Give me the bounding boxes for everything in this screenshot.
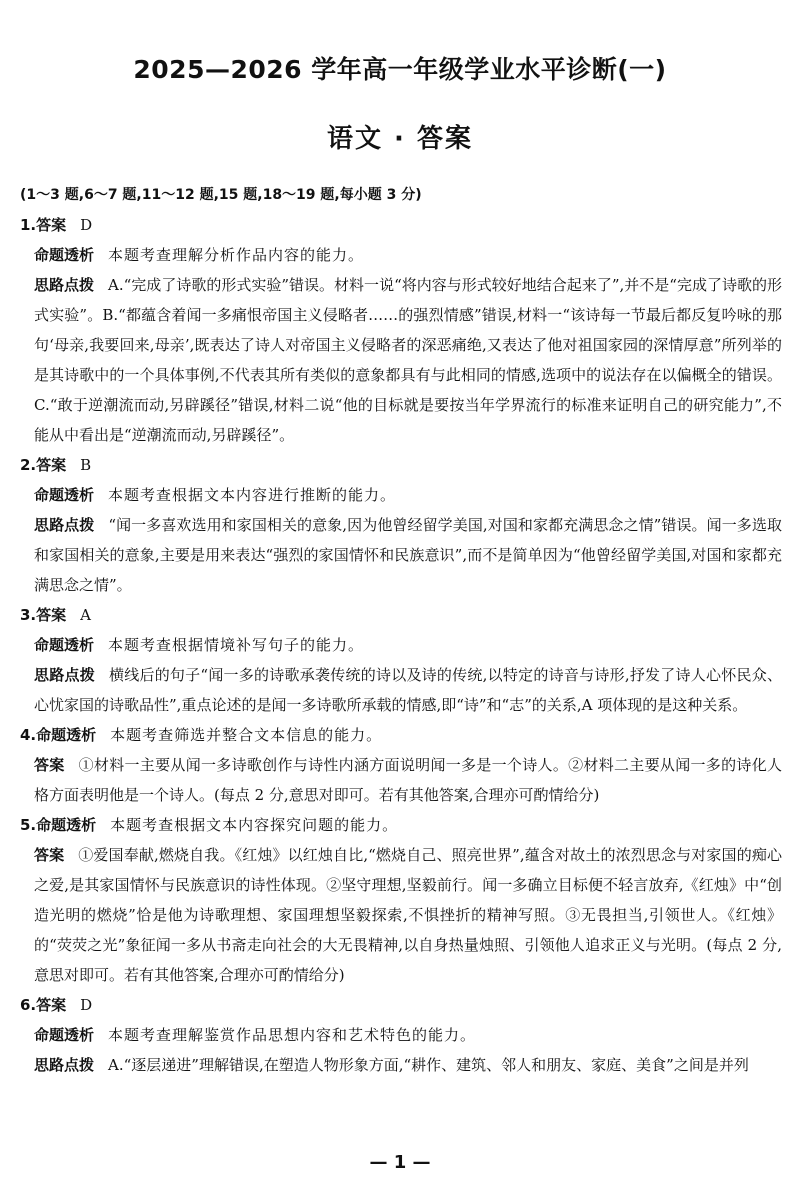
analysis-text: 本题考查根据情境补写句子的能力。 [108, 636, 365, 654]
analysis-text: 本题考查根据文本内容探究问题的能力。 [110, 816, 399, 834]
question-6 [20, 990, 782, 1080]
hint-text: “闻一多喜欢选用和家国相关的意象,因为他曾经留学美国,对国和家都充满思念之情”错误。闻一多选取和家国相关的意象,主要是用来表达“强烈的家国情怀和民族意识”,而不是简单因为“他曾经留学美国,对国和家都充满思念之情”。 [34, 516, 782, 594]
answer-line [20, 450, 782, 480]
hint-text: A.“逐层递进”理解错误,在塑造人物形象方面,“耕作、建筑、邻人和朋友、家庭、美食”之间是并列 [108, 1056, 749, 1074]
answer-value: D [80, 216, 93, 234]
answer-text: ①材料一主要从闻一多诗歌创作与诗性内涵方面说明闻一多是一个诗人。②材料二主要从闻一多的诗化人格方面表明他是一个诗人。(每点 2 分,意思对即可。若有其他答案,合理亦可酌情给分) [34, 756, 782, 804]
analysis-text: 本题考查根据文本内容进行推断的能力。 [108, 486, 397, 504]
answer-line [20, 600, 782, 630]
question-2 [20, 450, 782, 600]
answer-label: 答案 [36, 606, 67, 624]
hint-paragraph [20, 660, 782, 720]
answer-text: ①爱国奉献,燃烧自我。《红烛》以红烛自比,“燃烧自己、照亮世界”,蕴含对故土的浓烈思念与对家国的痴心之爱,是其家国情怀与民族意识的诗性体现。②坚守理想,坚毅前行。闻一多确立目标便不轻言放弃,《红烛》中“创造光明的燃烧”恰是他为诗歌理想、家国理想坚毅探索,不惧挫折的精神写照。③无畏担当,引领世人。《红烛》的“荧荧之光”象征闻一多从书斋走向社会的大无畏精神,以自身热量烛照、引领他人追求正义与光明。(每点 2 分,意思对即可。若有其他答案,合理亦可酌情给分) [34, 846, 782, 984]
analysis-label: 命题透析 [34, 1026, 95, 1044]
question-number: 4. [20, 726, 37, 744]
analysis-line [20, 630, 782, 660]
analysis-line [20, 240, 782, 270]
analysis-label: 命题透析 [36, 816, 97, 834]
question-5 [20, 810, 782, 990]
question-3 [20, 600, 782, 720]
answer-label: 答案 [34, 756, 65, 774]
analysis-text: 本题考查筛选并整合文本信息的能力。 [110, 726, 383, 744]
hint-paragraph [20, 270, 782, 450]
analysis-label: 命题透析 [36, 726, 97, 744]
question-4 [20, 720, 782, 810]
answer-label: 答案 [36, 456, 67, 474]
hint-label: 思路点拨 [34, 1056, 95, 1074]
analysis-line [20, 1020, 782, 1050]
hint-paragraph [20, 1050, 782, 1080]
analysis-label: 命题透析 [34, 486, 95, 504]
answer-paragraph [20, 840, 782, 990]
hint-text: A.“完成了诗歌的形式实验”错误。材料一说“将内容与形式较好地结合起来了”,并不是“完成了诗歌的形式实验”。B.“都蕴含着闻一多痛恨帝国主义侵略者……的强烈情感”错误,材料一“该诗每一节最后都反复吟咏的那句‘母亲,我要回来,母亲’,既表达了诗人对帝国主义侵略者的深恶痛绝,又表达了他对祖国家园的深情厚意”所列举的是其诗歌中的一个具体事例,不代表其所有类似的意象都具有与此相同的情感,选项中的说法存在以偏概全的错误。C.“敢于逆潮流而动,另辟蹊径”错误,材料二说“他的目标就是要按当年学界流行的标准来证明自己的研究能力”,不能从中看出是“逆潮流而动,另辟蹊径”。 [34, 276, 782, 444]
hint-label: 思路点拨 [34, 666, 95, 684]
analysis-line [20, 480, 782, 510]
question-number: 6. [20, 996, 37, 1014]
answer-line [20, 210, 782, 240]
question-number: 5. [20, 816, 37, 834]
analysis-line [20, 720, 782, 750]
answer-paragraph [20, 750, 782, 810]
answer-content [20, 180, 782, 1080]
answer-line [20, 990, 782, 1020]
page-number: — 1 — [369, 1152, 431, 1173]
question-number: 1. [20, 216, 37, 234]
hint-label: 思路点拨 [34, 516, 95, 534]
analysis-text: 本题考查理解鉴赏作品思想内容和艺术特色的能力。 [108, 1026, 477, 1044]
hint-paragraph [20, 510, 782, 600]
answer-value: B [80, 456, 92, 474]
analysis-label: 命题透析 [34, 636, 95, 654]
hint-text: 横线后的句子“闻一多的诗歌承袭传统的诗以及诗的传统,以特定的诗音与诗形,抒发了诗人心怀民众、心忧家国的诗歌品性”,重点论述的是闻一多诗歌所承载的情感,即“诗”和“志”的关系,A 项体现的是这种关系。 [34, 666, 782, 714]
analysis-line [20, 810, 782, 840]
question-number: 3. [20, 606, 37, 624]
answer-label: 答案 [36, 996, 67, 1014]
answer-value: A [80, 606, 91, 624]
question-number: 2. [20, 456, 37, 474]
exam-title: 2025—2026 学年高一年级学业水平诊断(一) [133, 55, 667, 84]
scoring-note: (1～3 题,6～7 题,11～12 题,15 题,18～19 题,每小题 3 分) [20, 187, 422, 203]
hint-label: 思路点拨 [34, 276, 95, 294]
analysis-label: 命题透析 [34, 246, 95, 264]
answer-label: 答案 [34, 846, 65, 864]
answer-value: D [80, 996, 93, 1014]
subject-title: 语文 · 答案 [327, 124, 473, 154]
analysis-text: 本题考查理解分析作品内容的能力。 [108, 246, 365, 264]
question-1 [20, 210, 782, 450]
answer-label: 答案 [36, 216, 67, 234]
